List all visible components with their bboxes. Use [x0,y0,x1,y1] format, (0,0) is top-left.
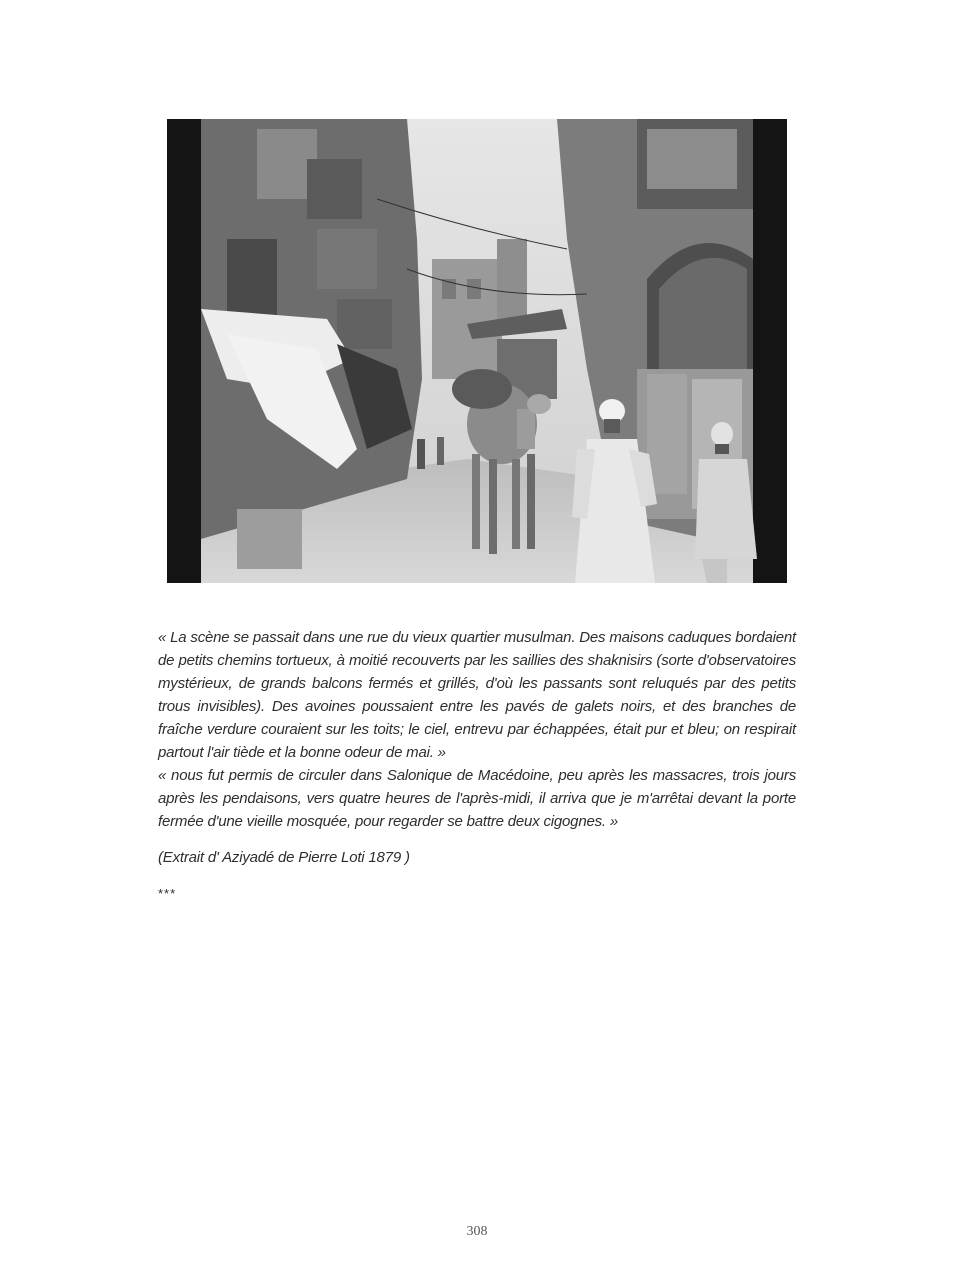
street-photograph [167,119,787,583]
section-separator: *** [158,886,177,901]
page-number: 308 [466,1224,488,1239]
source-citation: (Extrait d' Aziyadé de Pierre Loti 1879 ) [158,849,410,866]
quote-paragraph-1: « La scène se passait dans une rue du vieux quartier musulman. Des maisons caduques bordaient de petits chemins tortueux, à moitié recouverts par les saillies des shaknisirs (sorte d'observatoires mystérieux, de grands balcons fermés et grillés, d'où les passants sont reluqués par des petits trous invisibles). Des avoines poussaient entre les pavés de galets noirs, et des branches de fraîche verdure couraient sur les toits; le ciel, entrevu par échappées, était pur et bleu; on respirait partout l'air tiède et la bonne odeur de mai. » [158,629,796,761]
quote-paragraph-2: « nous fut permis de circuler dans Salonique de Macédoine, peu après les massacres, trois jours après les pendaisons, vers quatre heures de l'après-midi, il arriva que je m'arrêtai devant la porte fermée d'une vieille mosquée, pour regarder se battre deux cigognes. » [158,767,796,830]
street-scene-illustration [167,119,787,583]
quote-text-block [158,626,796,905]
